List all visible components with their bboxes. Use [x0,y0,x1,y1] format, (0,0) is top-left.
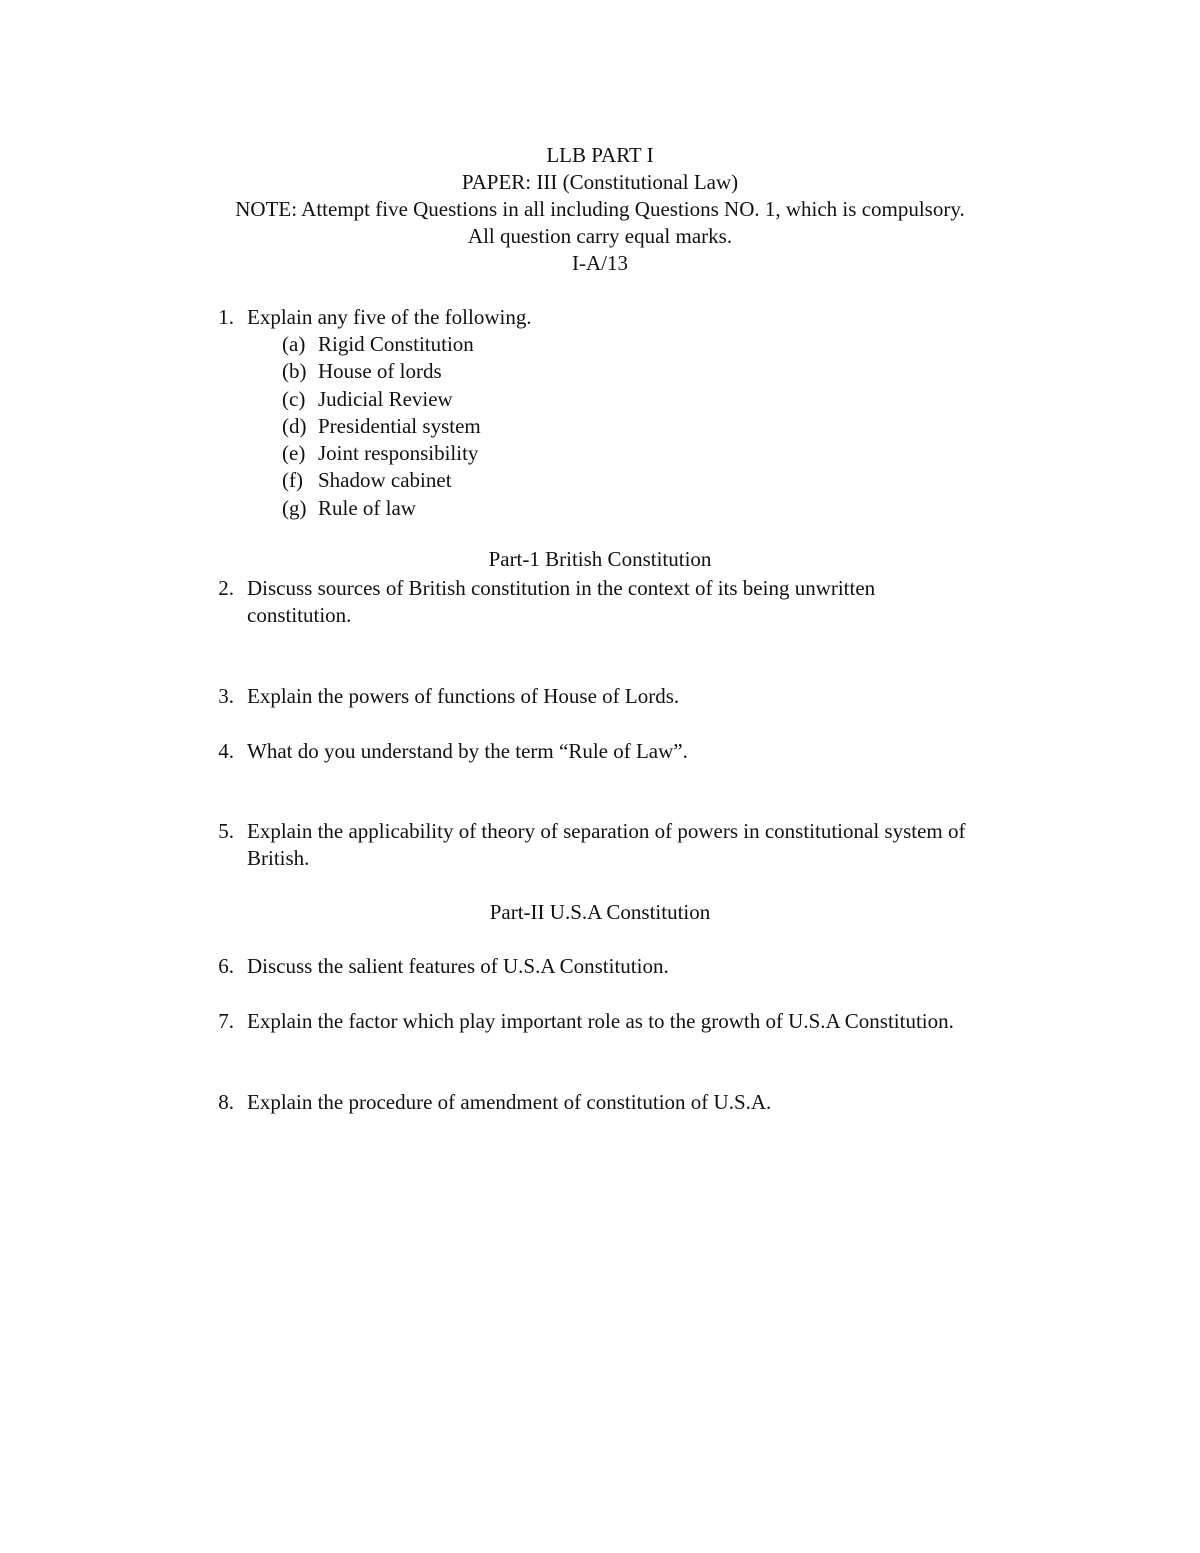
question-text: Explain the factor which play important role as to the growth of U.S.A Constitution. [247,1009,954,1033]
course-title: LLB PART I [546,143,654,167]
section-title-part-2: Part-II U.S.A Constitution [489,900,711,924]
question-text: Explain the applicability of theory of separation of powers in constitutional system of British. [247,819,966,870]
question-number: 3. [218,684,234,708]
question-number: 8. [218,1090,234,1114]
question-number: 4. [218,739,234,763]
instructions-note: NOTE: Attempt five Questions in all including Questions NO. 1, which is compulsory. [235,197,965,221]
question-number: 1. [218,305,234,329]
question-text: Explain the powers of functions of House of Lords. [247,684,680,708]
question-number: 6. [218,954,234,978]
paper-code: I-A/13 [572,251,628,275]
question-text: What do you understand by the term “Rule of Law”. [247,739,688,763]
subitem: (d) Presidential system [282,413,481,438]
subitem: (c) Judicial Review [282,386,453,411]
subitem: (f) Shadow cabinet [282,468,452,493]
question-1-subitems [282,331,481,522]
subitem: (e) Joint responsibility [282,441,479,466]
question-text: Explain the procedure of amendment of constitution of U.S.A. [247,1090,772,1114]
subitem: (a) Rigid Constitution [282,332,474,356]
question-text: Explain any five of the following. [247,305,532,329]
marks-note: All question carry equal marks. [467,224,733,248]
subitem: (g) Rule of law [282,495,416,520]
subitem: (b) House of lords [282,359,442,384]
exam-header [0,142,1200,277]
question-number: 2. [218,576,234,600]
paper-title: PAPER: III (Constitutional Law) [461,170,739,194]
question-number: 7. [218,1009,234,1033]
section-title-part-1: Part-1 British Constitution [488,547,712,571]
question-text: Discuss sources of British constitution in the context of its being unwritten constitution. [247,576,876,627]
question-text: Discuss the salient features of U.S.A Constitution. [247,954,669,978]
question-number: 5. [218,819,234,843]
